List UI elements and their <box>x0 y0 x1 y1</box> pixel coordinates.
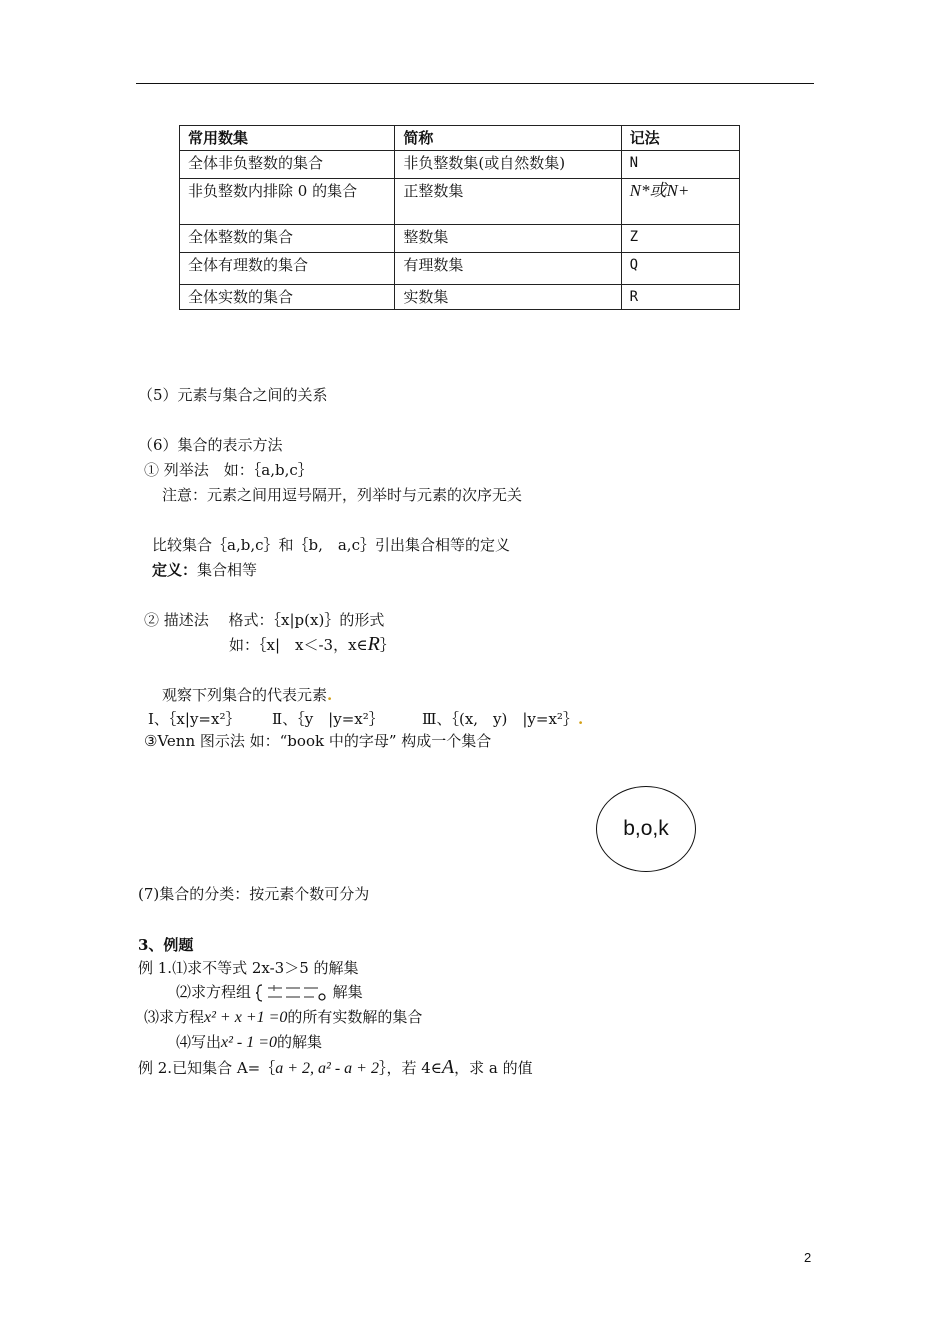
table-cell: Z <box>621 225 739 253</box>
number-sets-table <box>179 125 740 310</box>
example-2-text: 例 2.已知集合 A=｛ <box>138 1059 276 1077</box>
example-1-part-3-text: ⑶求方程 <box>144 1008 205 1026</box>
table-row <box>180 285 740 310</box>
method-enumeration: ① 列举法 如：｛a,b,c｝ <box>144 461 313 479</box>
description-example-close: ｝ <box>379 636 395 654</box>
method-venn: ③Venn 图示法 如：“book 中的字母” 构成一个集合 <box>144 732 492 750</box>
marker-dot: . <box>327 686 333 704</box>
example-1-part-3 <box>144 1007 422 1028</box>
table-cell: 整数集 <box>395 225 621 253</box>
example-1-part-2-suffix: 解集 <box>332 983 363 1001</box>
table-cell: 正整数集 <box>395 179 621 225</box>
table-cell: N*或N+ <box>621 179 739 225</box>
set-elements-expression: a + 2, a² - a + 2 <box>275 1060 379 1077</box>
examples-heading: 3、例题 <box>138 936 194 954</box>
table-cell: 实数集 <box>395 285 621 310</box>
example-1-part-4 <box>176 1032 322 1053</box>
section-5-heading: （5）元素与集合之间的关系 <box>138 386 328 404</box>
example-1-part-2-text: ⑵求方程组 <box>176 983 252 1001</box>
sets-III-text: Ⅲ、｛(x, y) |y=x²｝ <box>422 710 578 728</box>
table-header-cell: 记法 <box>621 126 739 151</box>
definition-text: 集合相等 <box>197 561 258 579</box>
equation-x2-minus-1: x² - 1 =0 <box>221 1034 278 1051</box>
table-header-cell: 简称 <box>395 126 621 151</box>
table-cell: 全体非负整数的集合 <box>180 151 395 179</box>
table-cell: 有理数集 <box>395 253 621 285</box>
marker-dot: . <box>577 710 584 728</box>
method-description: ② 描述法 格式：｛x|p(x)｝的形式 <box>144 611 385 629</box>
example-1-part-4-text: ⑷写出 <box>176 1033 222 1051</box>
example-1-part-3-suffix: 的所有实数解的集合 <box>287 1008 423 1026</box>
sets-III <box>422 709 583 729</box>
example-1-part-1: 例 1.⑴求不等式 2x-3＞5 的解集 <box>138 959 359 977</box>
observe-line <box>162 685 332 705</box>
venn-diagram <box>596 786 696 872</box>
example-1-part-2 <box>176 982 363 1003</box>
header-rule <box>136 83 814 84</box>
table-row <box>180 253 740 285</box>
equation-x2-x-1: x² + x +1 =0 <box>204 1009 288 1026</box>
table-header-row <box>180 126 740 151</box>
definition-line <box>152 560 257 580</box>
description-example-text: 如：｛x| x＜-3，x∈ <box>229 636 368 654</box>
table-cell: 全体实数的集合 <box>180 285 395 310</box>
table-header-cell: 常用数集 <box>180 126 395 151</box>
table-row <box>180 151 740 179</box>
page-number: 2 <box>804 1250 812 1265</box>
enumeration-note: 注意：元素之间用逗号隔开，列举时与元素的次序无关 <box>162 486 523 504</box>
section-7-heading: (7)集合的分类：按元素个数可分为 <box>138 885 370 903</box>
sets-II: Ⅱ、｛y |y=x²｝ <box>272 710 384 728</box>
definition-label: 定义： <box>152 561 198 579</box>
example-2-condition: ｝，若 4∈ <box>378 1059 442 1077</box>
observe-text: 观察下列集合的代表元素 <box>162 686 328 704</box>
sets-I: Ⅰ、｛x|y=x²｝ <box>148 710 241 728</box>
set-A-symbol: A <box>441 1056 455 1078</box>
real-set-symbol: R <box>367 633 380 655</box>
compare-sets-line: 比较集合｛a,b,c｝和｛b, a,c｝引出集合相等的定义 <box>152 536 510 554</box>
table-row <box>180 225 740 253</box>
example-1-part-4-suffix: 的解集 <box>277 1033 323 1051</box>
table-cell: R <box>621 285 739 310</box>
example-2 <box>138 1057 533 1079</box>
table-cell: 全体整数的集合 <box>180 225 395 253</box>
table-cell: 非负整数内排除 0 的集合 <box>180 179 395 225</box>
table-cell: 全体有理数的集合 <box>180 253 395 285</box>
table-row <box>180 179 740 225</box>
section-6-heading: （6）集合的表示方法 <box>138 436 283 454</box>
venn-label: b,o,k <box>623 817 669 840</box>
description-example <box>229 634 395 655</box>
example-2-suffix: ，求 a 的值 <box>454 1059 533 1077</box>
table-cell: 非负整数集(或自然数集) <box>395 151 621 179</box>
table-cell: Q <box>621 253 739 285</box>
equation-system-icon <box>256 983 328 1003</box>
table-cell: N <box>621 151 739 179</box>
